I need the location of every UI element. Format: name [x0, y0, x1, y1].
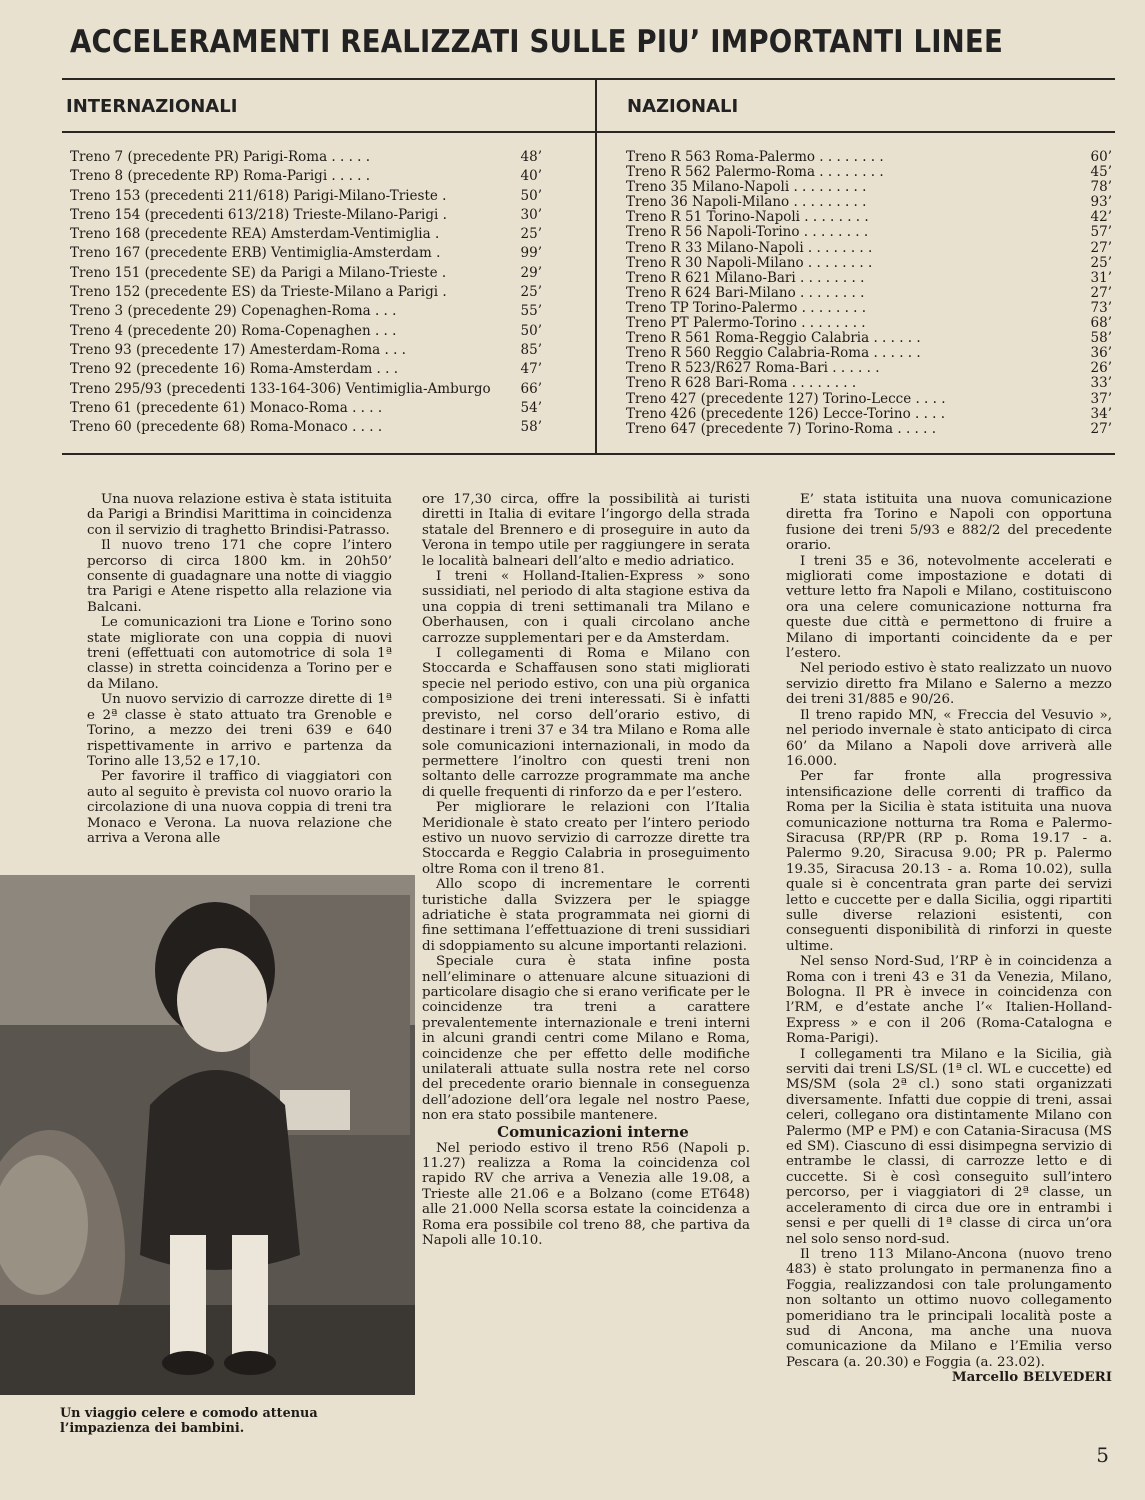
table-row: Treno PT Palermo-Torino . . . . . . . . 68’ — [626, 315, 1112, 332]
international-trains-table — [70, 148, 542, 437]
table-row: Treno 4 (precedente 20) Roma-Copenaghen . . . 50’ — [70, 322, 542, 339]
table-row: Treno R 621 Milano-Bari . . . . . . . . 31’ — [626, 269, 1112, 286]
table-row: Treno 93 (precedente 17) Amesterdam-Roma . . . 85’ — [70, 341, 542, 358]
table-row: Treno 154 (precedenti 613/218) Trieste-Milano-Parigi . 30’ — [70, 206, 542, 223]
paragraph: Per far fronte alla progressiva intensificazione delle correnti di traffico da Roma per la Sicilia è stata istituita una nuova comunicazione notturna tra Roma e Palermo-Siracusa (RP/PR (RP p. Roma 19.17 - a. Palermo 9.20, Siracusa 9.00; PR p. Palermo 19.35, Siracusa 20.13 - a. Roma 10.02), sulla quale si è concentrata gran parte dei servizi letto e cuccette per e dalla Sicilia, oggi ripartiti sulle diverse relazioni esistenti, con conseguenti disponibilità di rinforzi in queste ultime. — [786, 769, 1112, 954]
paragraph: Il nuovo treno 171 che copre l’intero percorso di circa 1800 km. in 20h50’ consente di guadagnare una notte di viaggio tra Parigi e Atene rispetto alla relazione via Balcani. — [87, 538, 392, 615]
author-signature: Marcello BELVEDERI — [951, 1369, 1112, 1386]
section-rule — [62, 131, 1115, 133]
paragraph: I treni 35 e 36, notevolmente accelerati e migliorati come impostazione e dotati di vetture letto fra Napoli e Milano, costituiscono ora una celere comunicazione notturna fra queste due città e permettono di fruire a Milano di importanti coincidente da e per l’estero. — [786, 553, 1112, 662]
photo-child-on-train — [0, 875, 415, 1395]
table-row: Treno R 33 Milano-Napoli . . . . . . . . 27’ — [626, 239, 1112, 256]
table-row: Treno R 561 Roma-Reggio Calabria . . . . . . 58’ — [626, 330, 1112, 347]
page-number: 5 — [1096, 1443, 1109, 1467]
table-row: Treno 426 (precedente 126) Lecce-Torino . . . . 34’ — [626, 405, 1112, 422]
article-column-3 — [786, 492, 1112, 1386]
table-row: Treno 8 (precedente RP) Roma-Parigi . . . . . 40’ — [70, 168, 542, 185]
paragraph: Una nuova relazione estiva è stata istituita da Parigi a Brindisi Marittima in coincidenza con il servizio di traghetto Brindisi-Patrasso. — [87, 492, 392, 538]
table-row: Treno R 562 Palermo-Roma . . . . . . . . 45’ — [626, 164, 1112, 181]
article-column-2 — [422, 492, 750, 1249]
table-row: Treno 153 (precedenti 211/618) Parigi-Milano-Trieste . 50’ — [70, 187, 542, 204]
table-row: Treno TP Torino-Palermo . . . . . . . . 73’ — [626, 299, 1112, 316]
table-row: Treno 647 (precedente 7) Torino-Roma . . . . . 27’ — [626, 420, 1112, 437]
paragraph: Nel periodo estivo il treno R56 (Napoli p. 11.27) realizza a Roma la coincidenza col rapido RV che arriva a Venezia alle 19.08, a Trieste alle 21.06 e a Bolzano (come ET648) alle 21.000 Nella scorsa estate la coincidenza a Roma era possibile col treno 88, che partiva da Napoli alle 10.10. — [422, 1140, 750, 1249]
column-divider — [595, 78, 597, 453]
paragraph: I collegamenti di Roma e Milano con Stoccarda e Schaffausen sono stati migliorati specie nel periodo estivo, con una più organica composizione dei treni interessati. Si è infatti previsto, nel corso dell’orario estivo, di destinare i treni 37 e 34 tra Milano e Roma alle sole comunicazioni internazionali, in modo da permettere l’inoltro con questi treni non soltanto delle carrozze programmate ma anche di quelle frequenti di rinforzo da e per l’estero. — [422, 646, 750, 800]
table-row: Treno 427 (precedente 127) Torino-Lecce . . . . 37’ — [626, 390, 1112, 407]
table-row: Treno 35 Milano-Napoli . . . . . . . . . 78’ — [626, 179, 1112, 196]
table-row: Treno R 56 Napoli-Torino . . . . . . . . 57’ — [626, 224, 1112, 241]
bottom-rule — [62, 453, 1115, 455]
table-row: Treno R 30 Napoli-Milano . . . . . . . . 25’ — [626, 254, 1112, 271]
table-row: Treno R 628 Bari-Roma . . . . . . . . 33’ — [626, 375, 1112, 392]
section-international: INTERNAZIONALI — [66, 96, 238, 117]
subheading-internal: Comunicazioni interne — [497, 1122, 689, 1141]
paragraph: I collegamenti tra Milano e la Sicilia, già serviti dai treni LS/SL (1ª cl. WL e cuccette) ed MS/SM (sola 2ª cl.) sono stati organizzati diversamente. Infatti due coppie di treni, assai celeri, collegano ora distintamente Milano con Palermo (MP e PM) e con Catania-Siracusa (MS ed SM). Ciascuno di essi disimpegna servizio di entrambe le classi, di carrozze letto e di cuccette. Si è così conseguito sull’intero percorso, per i viaggiatori di 2ª classe, un acceleramento di circa due ore in entrambi i sensi e per quelli di 1ª classe di circa un’ora nel solo senso nord-sud. — [786, 1046, 1112, 1247]
table-row: Treno R 563 Roma-Palermo . . . . . . . . 60’ — [626, 149, 1112, 165]
national-trains-table — [626, 150, 1112, 437]
table-row: Treno R 624 Bari-Milano . . . . . . . . 27’ — [626, 284, 1112, 301]
paragraph: Il treno rapido MN, « Freccia del Vesuvio », nel periodo invernale è stato anticipato di circa 60’ da Milano a Napoli dove arriverà alle 16.000. — [786, 707, 1112, 769]
table-row: Treno 36 Napoli-Milano . . . . . . . . . 93’ — [626, 194, 1112, 211]
paragraph: Nel senso Nord-Sud, l’RP è in coincidenza a Roma con i treni 43 e 31 da Venezia, Milano, Bologna. Il PR è invece in coincidenza con l’RM, e d’estate anche l’« Italien-Holland-Express » e con il 206 (Roma-Catalogna e Roma-Parigi). — [786, 954, 1112, 1047]
paragraph: Le comunicazioni tra Lione e Torino sono state migliorate con una coppia di nuovi treni (effettuati con automotrice di sola 1ª classe) in stretta coincidenza a Torino per e da Milano. — [87, 615, 392, 692]
paragraph: Speciale cura è stata infine posta nell’eliminare o attenuare alcune situazioni di particolare disagio che si erano verificate per le coincidenze tra treni a carattere prevalentemente internazionale e treni interni in alcuni grandi centri come Milano e Roma, coincidenze che per effetto delle modifiche unilaterali attuate sulla nostra rete nel corso del precedente orario biennale in conseguenza dell’adozione dell’ora legale nel nostro Paese, non era stato possibile mantenere. — [422, 954, 750, 1124]
top-rule — [62, 78, 1115, 80]
section-national: NAZIONALI — [627, 96, 739, 117]
table-row: Treno R 51 Torino-Napoli . . . . . . . . 42’ — [626, 209, 1112, 226]
photo-illustration — [0, 875, 415, 1395]
table-row: Treno 151 (precedente SE) da Parigi a Milano-Trieste . 29’ — [70, 264, 542, 281]
paragraph: Un nuovo servizio di carrozze dirette di 1ª e 2ª classe è stato attuato tra Grenoble e Torino, a mezzo dei treni 639 e 640 rispettivamente in arrivo e partenza da Torino alle 13,52 e 17,10. — [87, 692, 392, 769]
table-row: Treno R 560 Reggio Calabria-Roma . . . . . . 36’ — [626, 345, 1112, 362]
table-row: Treno 295/93 (precedenti 133-164-306) Ventimiglia-Amburgo 66’ — [70, 380, 542, 397]
table-row: Treno 60 (precedente 68) Roma-Monaco . . . . 58’ — [70, 419, 542, 436]
table-row: Treno R 523/R627 Roma-Bari . . . . . . 26’ — [626, 360, 1112, 377]
table-row: Treno 168 (precedente REA) Amsterdam-Ventimiglia . 25’ — [70, 226, 542, 243]
table-row: Treno 61 (precedente 61) Monaco-Roma . . . . 54’ — [70, 399, 542, 416]
table-row: Treno 152 (precedente ES) da Trieste-Milano a Parigi . 25’ — [70, 284, 542, 301]
paragraph: I treni « Holland-Italien-Express » sono sussidiati, nel periodo di alta stagione estiva da una coppia di treni settimanali tra Milano e Oberhausen, con i quali circolano anche carrozze supplementari per e da Amsterdam. — [422, 569, 750, 646]
paragraph: Per migliorare le relazioni con l’Italia Meridionale è stato creato per l’intero periodo estivo un nuovo servizio di carrozze dirette tra Stoccarda e Reggio Calabria in proseguimento oltre Roma con il treno 81. — [422, 800, 750, 877]
table-row: Treno 167 (precedente ERB) Ventimiglia-Amsterdam . 99’ — [70, 245, 542, 262]
article-column-1 — [87, 492, 392, 846]
table-row: Treno 7 (precedente PR) Parigi-Roma . . . . . 48’ — [70, 149, 542, 165]
paragraph: Per favorire il traffico di viaggiatori con auto al seguito è prevista col nuovo orario la circolazione di una nuova coppia di treni tra Monaco e Verona. La nuova relazione che arriva a Verona alle — [87, 769, 392, 846]
paragraph: Il treno 113 Milano-Ancona (nuovo treno 483) è stato prolungato in permanenza fino a Foggia, realizzandosi con tale prolungamento non soltanto un ottimo nuovo collegamento pomeridiano tra le principali località poste a sud di Ancona, ma anche una nuova comunicazione da Milano e l’Emilia verso Pescara (a. 20.30) e Foggia (a. 23.02). — [786, 1246, 1112, 1370]
page-headline: ACCELERAMENTI REALIZZATI SULLE PIU’ IMPORTANTI LINEE — [70, 24, 1003, 60]
paragraph: E’ stata istituita una nuova comunicazione diretta fra Torino e Napoli con opportuna fusione dei treni 5/93 e 882/2 del precedente orario. — [786, 492, 1112, 554]
table-row: Treno 3 (precedente 29) Copenaghen-Roma . . . 55’ — [70, 303, 542, 320]
table-row: Treno 92 (precedente 16) Roma-Amsterdam . . . 47’ — [70, 361, 542, 378]
photo-caption: Un viaggio celere e comodo attenua l’impazienza dei bambini. — [60, 1406, 318, 1436]
paragraph: Allo scopo di incrementare le correnti turistiche dalla Svizzera per le spiagge adriatiche è stata programmata nei giorni di fine settimana l’effettuazione di treni sussidiari di sdoppiamento su alcune importanti relazioni. — [422, 877, 750, 954]
paragraph: ore 17,30 circa, offre la possibilità ai turisti diretti in Italia di evitare l’ingorgo della strada statale del Brennero e di proseguire in auto da Verona in tempo utile per raggiungere in serata le località balneari dell’alto e medio adriatico. — [422, 492, 750, 569]
paragraph: Nel periodo estivo è stato realizzato un nuovo servizio diretto fra Milano e Salerno a mezzo dei treni 31/885 e 90/26. — [786, 661, 1112, 708]
